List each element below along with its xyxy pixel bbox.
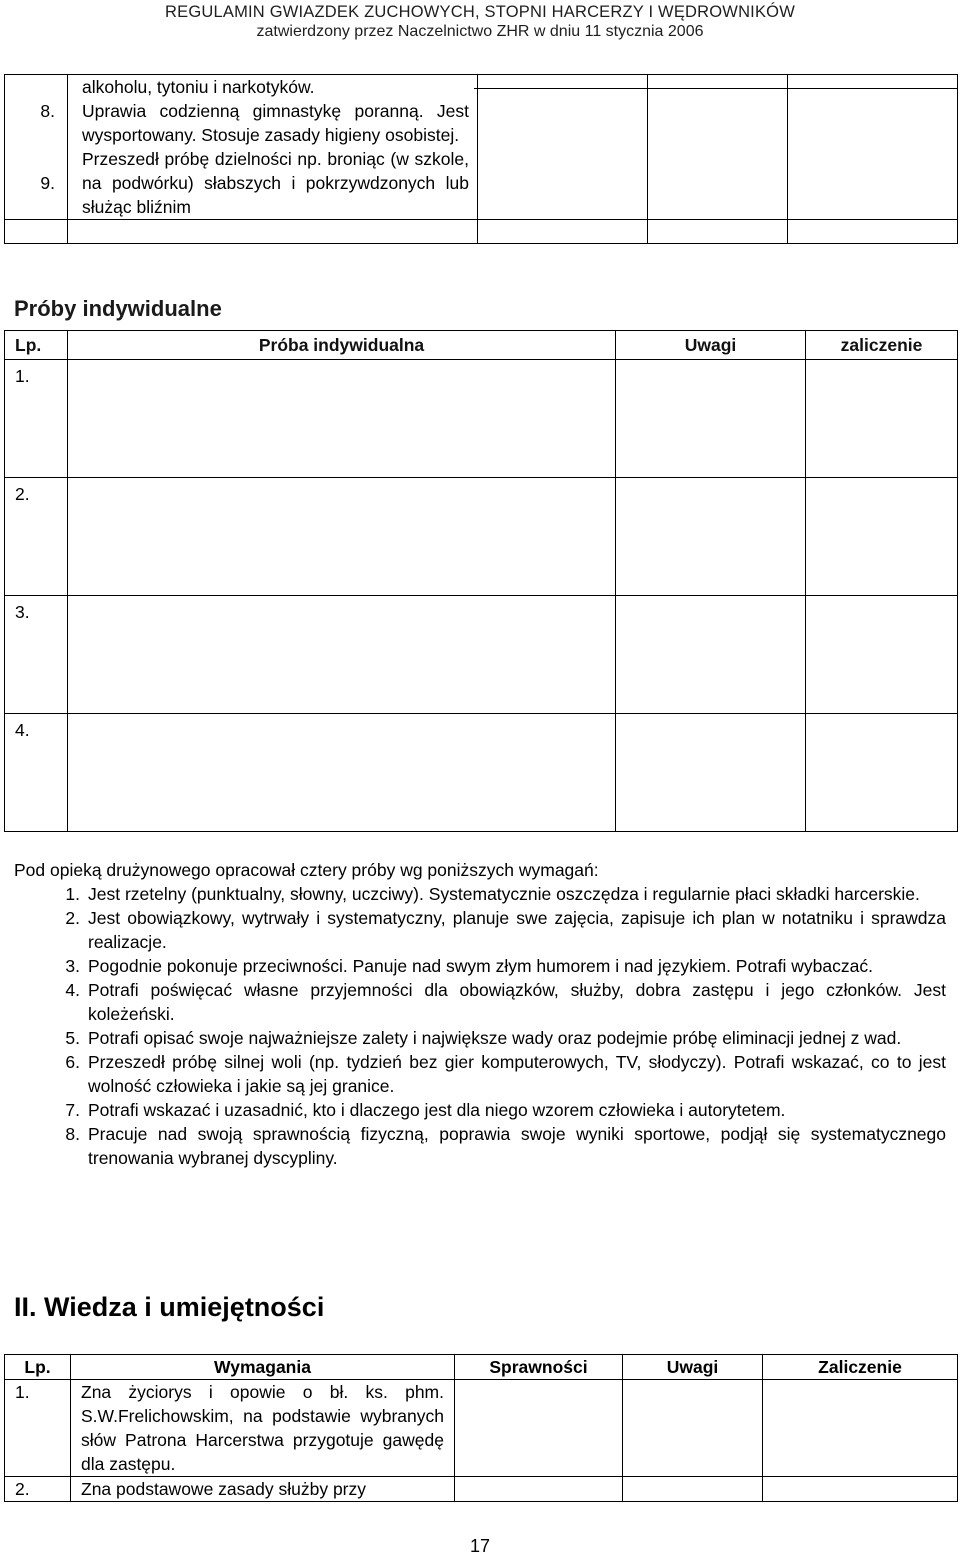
row-number: 1. xyxy=(5,1380,71,1477)
header-lp: Lp. xyxy=(5,1355,71,1380)
trial-cell[interactable] xyxy=(68,478,616,596)
header-completion: zaliczenie xyxy=(806,331,958,360)
header-badges: Sprawności xyxy=(455,1355,623,1380)
list-item xyxy=(14,1026,946,1050)
table-row xyxy=(5,714,958,832)
item-number: 2. xyxy=(65,908,80,928)
notes-cell[interactable] xyxy=(616,360,806,478)
completion-cell[interactable] xyxy=(763,1477,958,1502)
row-number: 2. xyxy=(5,478,68,596)
completion-cell[interactable] xyxy=(763,1380,958,1477)
empty-cell xyxy=(648,75,788,220)
list-item xyxy=(14,1098,946,1122)
completion-cell[interactable] xyxy=(806,478,958,596)
requirement-text: Zna życiorys i opowie o bł. ks. phm. S.W.Frelichowskim, na podstawie wybranych słów Patrona Harcerstwa przygotuje gawędę dla zastępu. xyxy=(71,1380,455,1477)
row-texts xyxy=(68,75,478,220)
item-text: Pracuje nad swoją sprawnością fizyczną, poprawia swoje wyniki sportowe, podjął się systematycznego trenowania wybranej dyscypliny. xyxy=(88,1124,946,1168)
item-text: Pogodnie pokonuje przeciwności. Panuje nad swym złym humorem i nad językiem. Potrafi wybaczać. xyxy=(88,956,873,976)
row-number: 9. xyxy=(40,173,55,193)
row-number: 2. xyxy=(5,1477,71,1502)
requirement-text: Zna podstawowe zasady służby przy xyxy=(71,1477,455,1502)
requirement-text: Uprawia codzienną gimnastykę poranną. Jest wysportowany. Stosuje zasady higieny osobistej. xyxy=(82,101,469,145)
header-notes: Uwagi xyxy=(616,331,806,360)
table-row xyxy=(5,1380,958,1477)
badges-cell[interactable] xyxy=(455,1380,623,1477)
item-number: 4. xyxy=(65,980,80,1000)
item-number: 8. xyxy=(65,1124,80,1144)
list-item xyxy=(14,1050,946,1098)
item-text: Potrafi poświęcać własne przyjemności dla obowiązków, służby, dobra zastępu i jego członków. Jest koleżeński. xyxy=(88,980,946,1024)
table-row xyxy=(5,360,958,478)
guidance-list xyxy=(14,858,946,1170)
table-row xyxy=(5,478,958,596)
badges-cell[interactable] xyxy=(455,1477,623,1502)
empty-cell xyxy=(478,75,648,220)
section-heading-knowledge: II. Wiedza i umiejętności xyxy=(14,1292,325,1322)
item-text: Potrafi opisać swoje najważniejsze zalety i największe wady oraz podejmie próbę eliminacji jednej z wad. xyxy=(88,1028,902,1048)
trial-cell[interactable] xyxy=(68,714,616,832)
header-trial: Próba indywidualna xyxy=(68,331,616,360)
completion-cell[interactable] xyxy=(806,360,958,478)
trial-cell[interactable] xyxy=(68,596,616,714)
list-item xyxy=(14,978,946,1026)
item-number: 5. xyxy=(65,1028,80,1048)
knowledge-skills-table xyxy=(4,1354,958,1502)
notes-cell[interactable] xyxy=(616,714,806,832)
item-number: 7. xyxy=(65,1100,80,1120)
table-row xyxy=(5,596,958,714)
requirements-table-continued xyxy=(4,74,958,244)
notes-cell[interactable] xyxy=(623,1477,763,1502)
page-header xyxy=(0,2,960,42)
completion-cell[interactable] xyxy=(806,714,958,832)
item-text: Potrafi wskazać i uzasadnić, kto i dlaczego jest dla niego wzorem człowieka i autorytetem. xyxy=(88,1100,786,1120)
individual-trials-table xyxy=(4,330,958,832)
notes-cell[interactable] xyxy=(616,596,806,714)
notes-cell[interactable] xyxy=(616,478,806,596)
row-number: 4. xyxy=(5,714,68,832)
header-completion: Zaliczenie xyxy=(763,1355,958,1380)
item-text: Przeszedł próbę silnej woli (np. tydzień bez gier komputerowych, TV, słodyczy). Potrafi wskazać, co to jest wolność człowieka i jakie są jej granice. xyxy=(88,1052,946,1096)
guidance-intro: Pod opieką drużynowego opracował cztery próby wg poniższych wymagań: xyxy=(14,860,599,880)
header-requirements: Wymagania xyxy=(71,1355,455,1380)
row-number: 8. xyxy=(40,101,55,121)
list-item xyxy=(14,1122,946,1170)
list-item xyxy=(14,906,946,954)
header-title: REGULAMIN GWIAZDEK ZUCHOWYCH, STOPNI HARCERZY I WĘDROWNIKÓW xyxy=(165,3,795,21)
trial-cell[interactable] xyxy=(68,360,616,478)
notes-cell[interactable] xyxy=(623,1380,763,1477)
header-lp: Lp. xyxy=(5,331,68,360)
row-number: 3. xyxy=(5,596,68,714)
list-item xyxy=(14,954,946,978)
row-numbers xyxy=(5,75,68,220)
list-item xyxy=(14,882,946,906)
item-number: 6. xyxy=(65,1052,80,1072)
requirement-text: alkoholu, tytoniu i narkotyków. xyxy=(82,77,315,97)
table-row xyxy=(5,75,958,220)
table-row xyxy=(5,1477,958,1502)
section-title-individual: Próby indywidualne xyxy=(14,296,222,321)
empty-cell xyxy=(788,75,958,220)
requirement-text: Przeszedł próbę dzielności np. broniąc (w szkole, na podwórku) słabszych i pokrzywdzonych lub służąc bliźnim xyxy=(82,149,469,217)
header-subtitle: zatwierdzony przez Naczelnictwo ZHR w dniu 11 stycznia 2006 xyxy=(256,23,704,40)
item-text: Jest rzetelny (punktualny, słowny, uczciwy). Systematycznie oszczędza i regularnie płaci składki harcerskie. xyxy=(88,884,920,904)
header-notes: Uwagi xyxy=(623,1355,763,1380)
table-header-row xyxy=(5,331,958,360)
page-number: 17 xyxy=(469,1536,491,1556)
item-text: Jest obowiązkowy, wytrwały i systematyczny, planuje swe zajęcia, zapisuje ich plan w notatniku i sprawdza realizacje. xyxy=(88,908,946,952)
table-header-row xyxy=(5,1355,958,1380)
item-number: 1. xyxy=(65,884,80,904)
row-number: 1. xyxy=(5,360,68,478)
item-number: 3. xyxy=(65,956,80,976)
completion-cell[interactable] xyxy=(806,596,958,714)
